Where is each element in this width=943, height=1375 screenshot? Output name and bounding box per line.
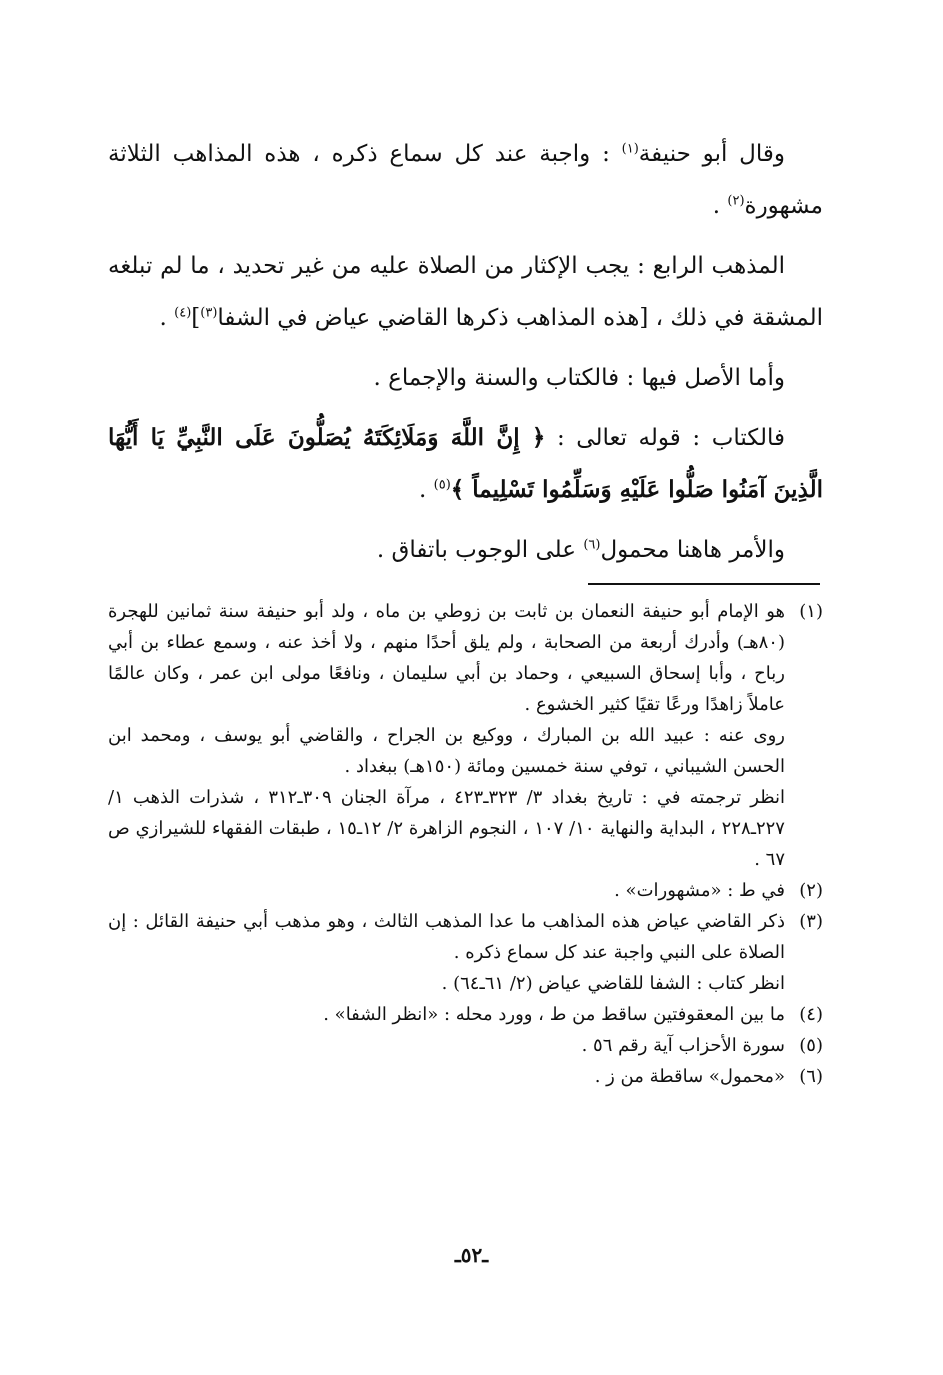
paragraph-kitab <box>108 412 823 516</box>
footnote-ref: (٥) <box>433 477 451 493</box>
footnote-separator <box>588 583 820 585</box>
text-run: . <box>159 305 175 331</box>
footnote-2 <box>108 875 823 906</box>
footnote-ref: (١) <box>621 141 639 157</box>
paragraph-amr <box>108 524 823 576</box>
footnote-body <box>108 875 785 906</box>
footnote-6 <box>108 1061 823 1092</box>
footnote-ref: (٤) <box>174 305 192 321</box>
footnote-paragraph: هو الإمام أبو حنيفة النعمان بن ثابت بن زوطي بن ماه ، ولد أبو حنيفة سنة ثمانين للهجرة (٨٠هـ) وأدرك أربعة من الصحابة ، ولم يلق أحدًا منهم ، ولا أخذ عنه ، وسمع عطاء بن أبي رباح ، وأبا إسحاق السبيعي ، وحماد بن أبي سليمان ، ونافعًا مولى ابن عمر ، وكان عالمًا عاملاً زاهدًا ورعًا تقيًا كثير الخشوع . <box>108 601 785 715</box>
footnote-number: (٥) <box>799 1035 823 1056</box>
footnote-number: (١) <box>799 601 823 622</box>
quran-verse: ﴿ إِنَّ اللَّهَ وَمَلَائِكَتَهُ يُصَلُّونَ عَلَى النَّبِيِّ يَا أَيُّهَا الَّذِينَ آمَنُوا صَلُّوا عَلَيْهِ وَسَلِّمُوا تَسْلِيماً ﴾ <box>108 424 823 503</box>
footnote-paragraph: ما بين المعقوفتين ساقط من ط ، وورد محله : «انظر الشفا» . <box>323 1004 785 1025</box>
footnote-3 <box>108 906 823 999</box>
footnote-body <box>108 1061 785 1092</box>
text-run: . <box>419 477 434 503</box>
footnote-paragraph: سورة الأحزاب آية رقم ٥٦ . <box>581 1035 785 1056</box>
footnote-body <box>108 999 785 1030</box>
footnote-body <box>108 1030 785 1061</box>
footnote-ref: (٣) <box>200 305 218 321</box>
page-number: ـ٥٢ـ <box>454 1243 489 1267</box>
footnote-paragraph: انظر كتاب : الشفا للقاضي عياض (٢/ ٦١ـ٦٤) . <box>441 973 785 994</box>
text-run: المذهب الرابع : يجب الإكثار من الصلاة عليه من غير تحديد ، ما لم تبلغه المشقة في ذلك ، [هذه المذاهب ذكرها القاضي عياض في الشفا <box>108 253 823 331</box>
paragraph-abu-hanifa <box>108 128 823 232</box>
text-run: : واجبة عند كل سماع ذكره ، هذه المذاهب الثلاثة مشهورة <box>108 141 823 219</box>
footnote-number: (٣) <box>799 911 823 932</box>
footnote-number: (٢) <box>799 880 823 901</box>
footnote-4 <box>108 999 823 1030</box>
footnote-paragraph: في ط : «مشهورات» . <box>614 880 785 901</box>
paragraph-origin: وأما الأصل فيها : فالكتاب والسنة والإجماع . <box>373 365 785 391</box>
text-run: والأمر هاهنا محمول <box>600 537 785 563</box>
footnote-paragraph: ذكر القاضي عياض هذه المذاهب ما عدا المذهب الثالث ، وهو مذهب أبي حنيفة القائل : إن الصلاة على النبي واجبة عند كل سماع ذكره . <box>108 911 785 963</box>
footnote-body <box>108 906 785 999</box>
footnote-paragraph: روى عنه : عبيد الله بن المبارك ، ووكيع بن الجراح ، والقاضي أبو يوسف ، ومحمد ابن الحسن الشيباني ، توفي سنة خمسين ومائة (١٥٠هـ) ببغداد . <box>108 725 785 777</box>
footnotes <box>108 596 823 1092</box>
text-run: . <box>712 193 728 219</box>
text-run: فالكتاب : قوله تعالى : <box>545 425 786 451</box>
text-run: وقال أبو حنيفة <box>638 141 786 167</box>
footnote-body <box>108 596 785 875</box>
paragraph-fourth-madhhab <box>108 240 823 344</box>
footnote-ref: (٦) <box>583 537 601 553</box>
footnote-5 <box>108 1030 823 1061</box>
main-text <box>108 128 823 584</box>
footnote-paragraph: انظر ترجمته في : تاريخ بغداد ٣/ ٣٢٣ـ٤٢٣ ، مرآة الجنان ٣٠٩ـ٣١٢ ، شذرات الذهب ١/ ٢٢٧ـ٢٢٨ ، البداية والنهاية ١٠/ ١٠٧ ، النجوم الزاهرة ٢/ ١٢ـ١٥ ، طبقات الفقهاء للشيرازي ص ٦٧ . <box>108 787 785 870</box>
footnote-number: (٤) <box>799 1004 823 1025</box>
text-run: على الوجوب باتفاق . <box>376 537 584 563</box>
text-run: ] <box>191 305 201 331</box>
footnote-1 <box>108 596 823 875</box>
footnote-ref: (٢) <box>727 193 745 209</box>
footnote-number: (٦) <box>799 1066 823 1087</box>
footnote-paragraph: «محمول» ساقطة من ز . <box>594 1066 785 1087</box>
